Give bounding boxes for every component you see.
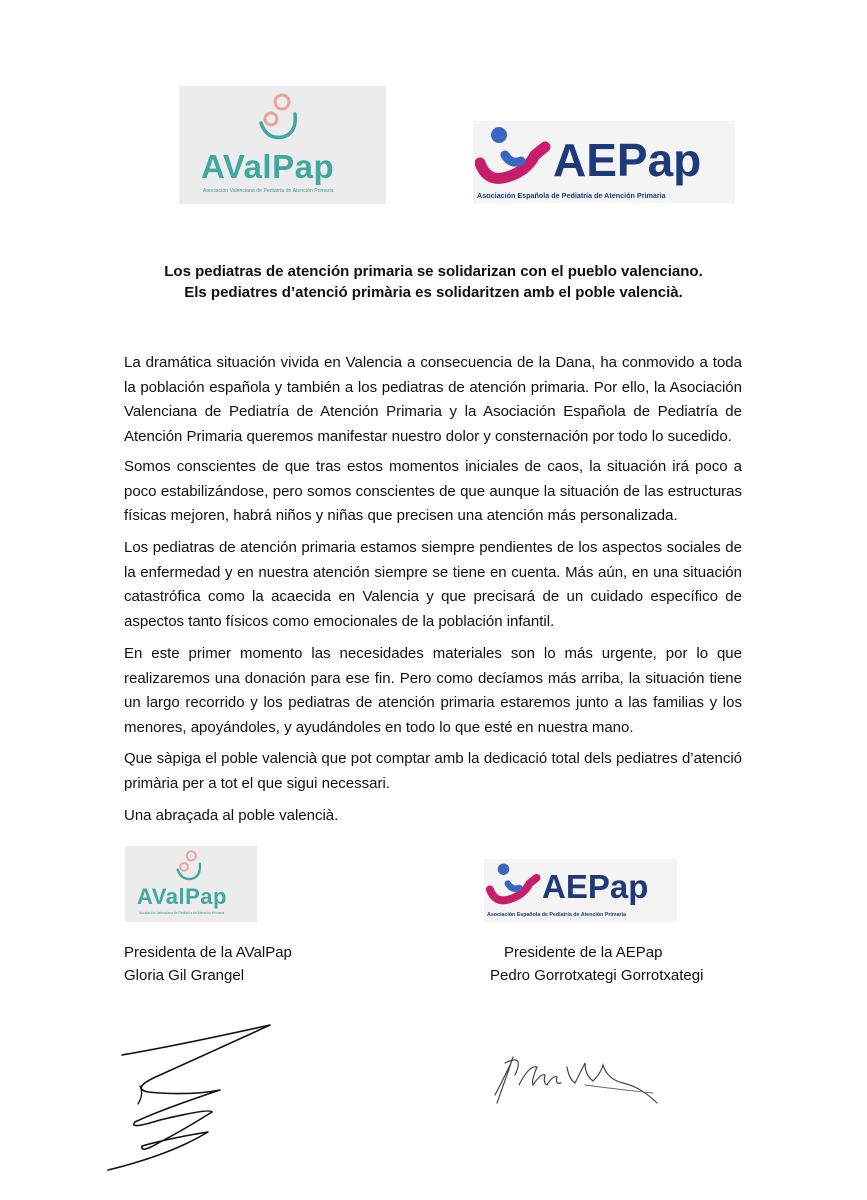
avalpap-logo-footer — [125, 846, 257, 922]
aepap-logo-header — [473, 121, 735, 203]
avalpap-logo-name: AValPap — [201, 148, 335, 185]
left-signatory-name: Gloria Gil Grangel — [124, 967, 245, 984]
avalpap-logo-subtitle: Asociación Valenciana de Pediatría de Atención Primaria — [203, 188, 334, 194]
paragraph-5: Que sàpiga el poble valencià que pot comptar amb la dedicació total dels pediatres d’atenció primària per a tot el que sigui necessari. — [124, 750, 742, 792]
right-handwritten-signature — [485, 1045, 665, 1115]
avalpap-logo-header — [179, 86, 386, 204]
title-spanish: Los pediatras de atención primaria se solidarizan con el pueblo valenciano. — [164, 263, 703, 280]
paragraph-2: Somos conscientes de que tras estos momentos iniciales de caos, la situación irá poco a poco estabilizándose, pero somos conscientes de que aunque la situación de las estructuras físicas mejoren, habrá niños y niñas que precisen una atención más personalizada. — [124, 458, 742, 524]
title-valencian: Els pediatres d’atenció primària es solidaritzen amb el poble valencià. — [184, 284, 683, 301]
aepap-logo-subtitle: Asociación Española de Pediatría de Atención Primaria — [477, 191, 666, 200]
right-signatory-name: Pedro Gorrotxategi Gorrotxategi — [490, 967, 704, 984]
aepap-logo-name: AEPap — [542, 868, 649, 905]
closing-line: Una abraçada al poble valencià. — [124, 807, 339, 824]
left-handwritten-signature — [100, 1020, 280, 1180]
right-signatory-role: Presidente de la AEPap — [504, 944, 663, 961]
aepap-figures-icon — [475, 125, 555, 189]
avalpap-logo-name: AValPap — [137, 884, 227, 909]
paragraph-3: Los pediatras de atención primaria estamos siempre pendientes de los aspectos sociales de la enfermedad y en nuestra atención siempre se tiene en cuenta. Más aún, en una situación catastrófica como la acaecida en Valencia y que precisará de un cuidado específico de aspectos tanto físicos como emocionales de la población infantil. — [124, 539, 742, 630]
paragraph-4: En este primer momento las necesidades materiales son lo más urgente, por lo que realizaremos una donación para ese fin. Pero como decíamos más arriba, la situación tiene un largo recorrido y los pediatras de atención primaria estaremos junto a las familias y los menores, apoyándoles, y ayudándoles en todo lo que esté en nuestra mano. — [124, 645, 742, 736]
document-title — [120, 261, 747, 303]
aepap-logo-footer — [484, 859, 677, 922]
aepap-logo-name: AEPap — [553, 134, 702, 186]
left-signatory-role: Presidenta de la AValPap — [124, 944, 292, 961]
avalpap-logo-subtitle: Asociación Valenciana de Pediatría de Atención Primaria — [139, 911, 225, 915]
paragraph-1: La dramática situación vivida en Valencia a consecuencia de la Dana, ha conmovido a toda la población española y también a los pediatras de atención primaria. Por ello, la Asociación Valenciana de Pediatría de Atención Primaria y la Asociación Española de Pediatría de Atención Primaria queremos manifestar nuestro dolor y consternación por todo lo sucedido. — [124, 354, 742, 445]
avalpap-mother-child-icon — [175, 848, 205, 882]
avalpap-mother-child-icon — [257, 90, 303, 142]
aepap-figures-icon — [486, 862, 544, 908]
aepap-logo-subtitle: Asociación Española de Pediatría de Atención Primaria — [487, 912, 627, 918]
